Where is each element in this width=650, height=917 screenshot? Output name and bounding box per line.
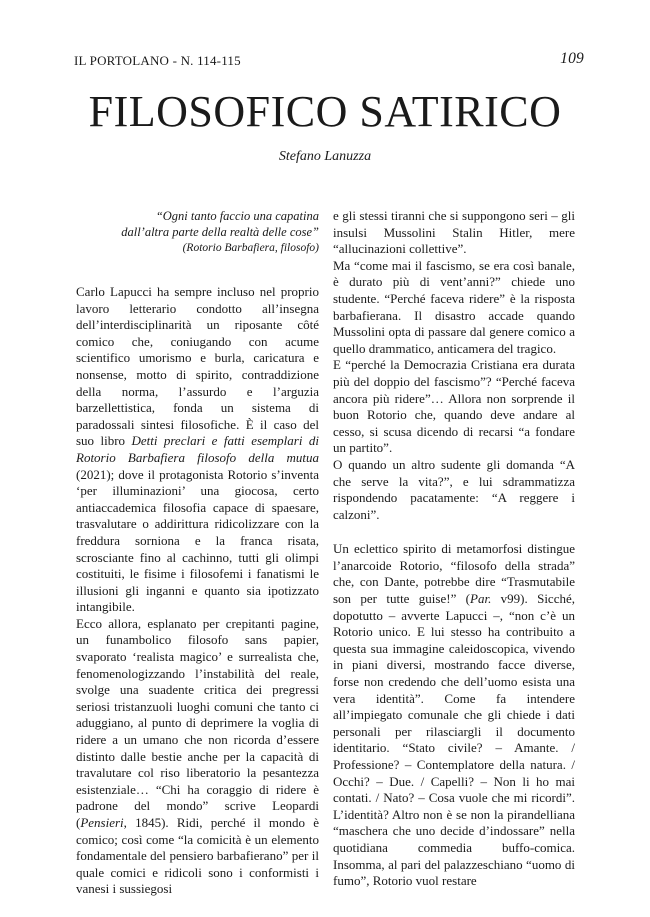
paragraph: O quando un altro sudente gli domanda “A che serve la vita?”, e lui sdrammatizza rispondendo pacatamente: “A reggere i calzoni”. [333,456,575,522]
paragraph [76,616,319,898]
text-run: Carlo Lapucci ha sempre incluso nel proprio lavoro letterario condotto all’insegna dell’interdisciplinarità un riposante côté comico che, coniugando con acume scientifico umorismo e burla, caricatura e nonsense, motto di spirito, contraddizione della norma, l’assurdo e l’arguzia barzellettistica, fonda un sistema di paradossali sintesi filosofiche. È il caso del suo libro [76,284,319,449]
epigraph-quote: “Ogni tanto faccio una capatina dall’altra parte della realtà delle cose” [121,209,319,239]
right-column [333,208,575,890]
citation: Par. [470,591,492,607]
book-title: Detti preclari e fatti esemplari di Rotorio Barbafiera filosofo della mutua [76,433,319,465]
epigraph [76,208,319,256]
text-run: Ecco allora, esplanato per crepitanti pagine, un funambolico filosofo sans papier, svaporato ‘realista magico’ e surrealista che, fenomenologizzando l’instabilità del reale, svolge una suadente critica dei pregressi seriosi tristanzuoli luoghi comuni che tanto ci aduggiano, al punto di deprimere la voglia di ridere a un umano che non ricorda d’essere distinto dalle bestie anche per la capacità di travalutare col riso liberatorio la pesantezza esistenziale… “Chi ha coraggio di ridere è padrone del mondo” scrive Leopardi ( [76,615,319,830]
text-run: , 1845). Ridi, perché il mondo è comico; così come “la comicità è un elemento fondamentale del pensiero barbafierano” per il quale comici e ridicoli sono i conformisti i vanesi i sussiegosi [76,815,319,897]
text-run: (2021); dove il protagonista Rotorio s’inventa ‘per illuminazioni’ una giocosa, certo antiaccademica filosofia capace di spaesare, trasvalutare o addirittura ridicolizzare con la freddura sorniona e la franca risata, scrosciante fino al cachinno, tutti gli olimpi costituiti, le fisime i filosofemi i fanatismi le illusioni gli inganni e quanto sia ipotizzato intangibile. [76,466,319,615]
left-column [76,208,319,898]
paragraph: E “perché la Democrazia Cristiana era durata più del doppio del fascismo”? “Perché faceva ancora più ridere”… Allora non sorprende il buon Rotorio che, quando deve andare al cesso, si scusa dicendo di recarsi “a fondare un partito”. [333,357,575,456]
paragraph: Ma “come mai il fascismo, se era così banale, è durato più di vent’anni?” chiede uno studente. “Perché faceva ridere” è la risposta barbafierana. Il disastro accade quando Mussolini opta di passare dal genere comico a quello drammatico, anticamera del tragico. [333,257,575,356]
paragraph [333,541,575,889]
text-run: Un eclettico spirito di metamorfosi distingue l’anarcoide Rotorio, “filosofo della strada” che, con Dante, potrebbe dire “Trasmutabile son per tutte guise!” ( [333,541,575,607]
journal-name: IL PORTOLANO - N. 114-115 [74,53,241,68]
article-title: FILOSOFICO SATIRICO [88,87,562,136]
paragraph: e gli stessi tiranni che si suppongono seri – gli insulsi Mussolini Stalin Hitler, mere “allucinazioni collettive”. [333,208,575,257]
text-run: v99). Sicché, dopotutto – avverte Lapucci –, “non c’è un Rotorio unico. E lui stesso ha contribuito a questa sua immagine caleidoscopica, vivendo in piani diversi, mostrando facce diverse, forse non credendo che dell’uomo esista una vera identità”. Come fa intendere all’impiegato comunale che gli chiede i dati personali per rilasciargli il documento identitario. “Stato civile? – Amante. / Professione? – Contemplatore della natura. / Occhi? – Due. / Capelli? – Non li ho mai contati. / Nato? – Cosa vuole che mi ricordi”. L’identità? Altro non è se non la pirandelliana “maschera che uno decide d’indossare” nella quotidiana commedia buffo-comica. Insomma, al pari del palazzeschiano “uomo di fumo”, Rotorio vuol restare [333,591,575,889]
paragraph [76,284,319,616]
page-number: 109 [560,50,584,67]
citation: Pensieri [80,815,124,830]
running-header [74,50,584,73]
article-author: Stefano Lanuzza [278,149,372,164]
epigraph-source: (Rotorio Barbafiera, filosofo) [182,242,319,254]
